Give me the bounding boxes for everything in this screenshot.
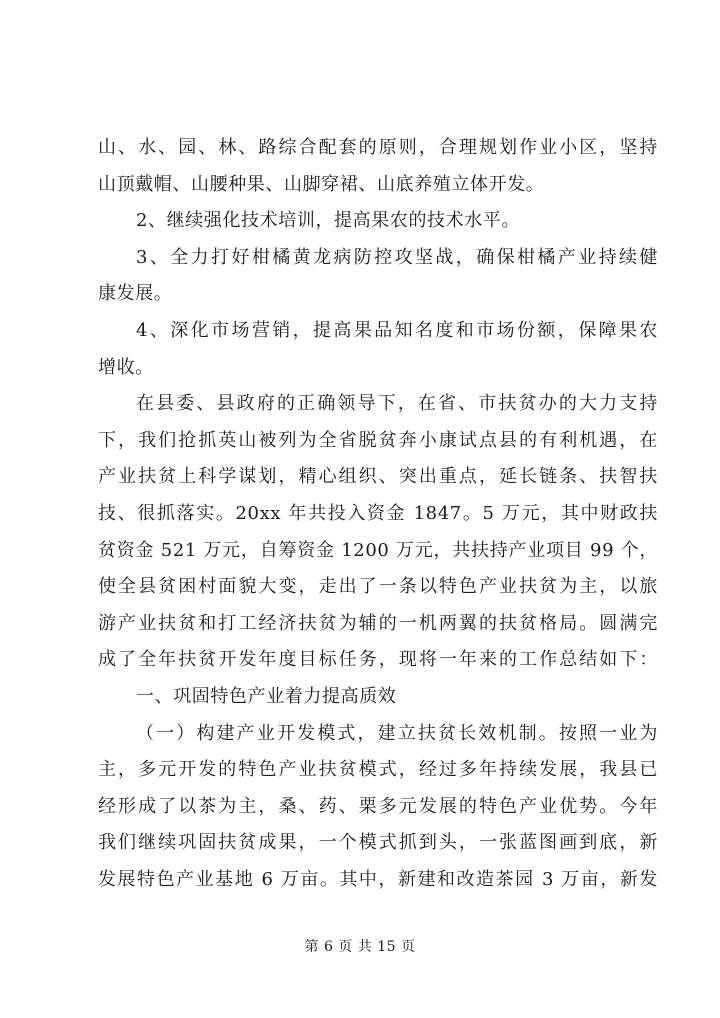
text-line: 山顶戴帽、山腰种果、山脚穿裙、山底养殖立体开发。 <box>98 173 545 195</box>
text-line: 产业扶贫上科学谋划，精心组织、突出重点，延长链条、扶智扶 <box>98 466 658 488</box>
text-line: （一）构建产业开发模式，建立扶贫长效机制。按照一业为 <box>136 722 658 744</box>
text-line: 康发展。 <box>98 283 173 305</box>
section-heading: 一、巩固特色产业着力提高质效 <box>136 685 397 707</box>
page-number: 第 6 页 共 15 页 <box>304 939 416 955</box>
text-line: 4、深化市场营销，提高果品知名度和市场份额，保障果农 <box>136 319 658 341</box>
text-line: 成了全年扶贫开发年度目标任务，现将一年来的工作总结如下： <box>98 649 658 671</box>
text-line: 经形成了以茶为主，桑、药、栗多元发展的特色产业优势。今年 <box>98 795 658 817</box>
text-line: 2、继续强化技术培训，提高果农的技术水平。 <box>136 210 521 232</box>
text-line: 增收。 <box>98 356 154 378</box>
document-body <box>98 130 658 898</box>
text-line: 技、很抓落实。20xx 年共投入资金 1847。5 万元，其中财政扶 <box>98 502 658 524</box>
text-line: 主，多元开发的特色产业扶贫模式，经过多年持续发展，我县已 <box>98 759 658 781</box>
text-line: 3、全力打好柑橘黄龙病防控攻坚战，确保柑橘产业持续健 <box>136 246 658 268</box>
text-line: 在县委、县政府的正确领导下，在省、市扶贫办的大力支持 <box>136 393 658 415</box>
text-line: 山、水、园、林、路综合配套的原则，合理规划作业小区，坚持 <box>98 137 658 158</box>
text-line: 我们继续巩固扶贫成果，一个模式抓到头，一张蓝图画到底，新 <box>98 832 658 854</box>
text-line: 游产业扶贫和打工经济扶贫为辅的一机两翼的扶贫格局。圆满完 <box>98 612 658 634</box>
text-line: 使全县贫困村面貌大变，走出了一条以特色产业扶贫为主，以旅 <box>98 576 658 598</box>
text-line: 下，我们抢抓英山被列为全省脱贫奔小康试点县的有利机遇，在 <box>98 429 658 451</box>
text-line: 贫资金 521 万元，自筹资金 1200 万元，共扶持产业项目 99 个， <box>98 539 658 561</box>
text-line: 发展特色产业基地 6 万亩。其中，新建和改造茶园 3 万亩，新发 <box>98 868 658 890</box>
